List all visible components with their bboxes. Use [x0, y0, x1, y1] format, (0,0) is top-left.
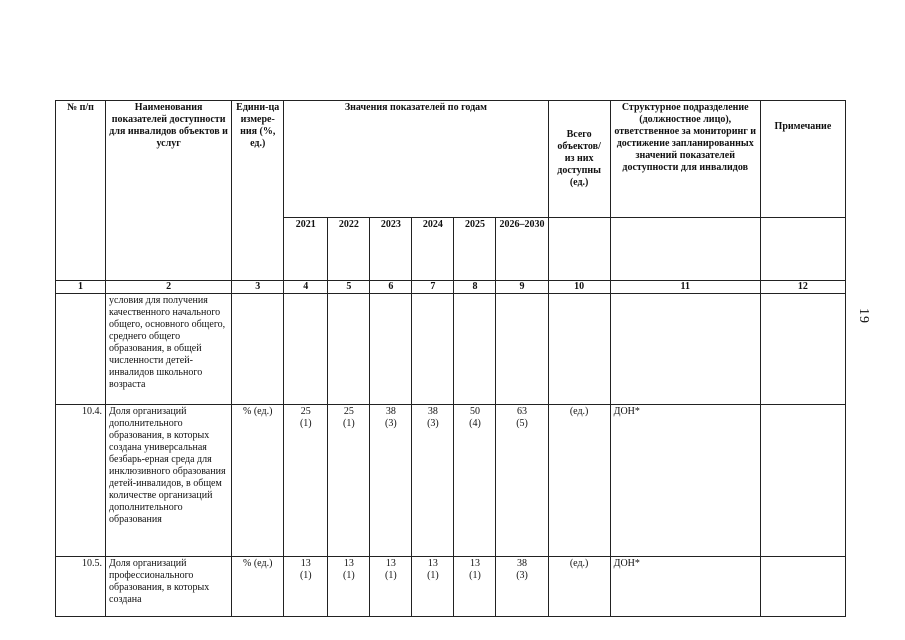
row-value [328, 294, 370, 405]
column-number: 6 [370, 281, 412, 294]
column-number-row [56, 281, 846, 294]
row-value: 13 (1) [328, 557, 370, 617]
row-value [370, 294, 412, 405]
row-total [548, 294, 610, 405]
row-value: 13 (1) [454, 557, 496, 617]
row-note [760, 557, 845, 617]
header-responsible-sub [610, 218, 760, 281]
row-value: 25 (1) [284, 405, 328, 557]
header-year: 2022 [328, 218, 370, 281]
column-number: 10 [548, 281, 610, 294]
row-number: 10.4. [56, 405, 106, 557]
table-row [56, 405, 846, 557]
row-indicator-name: Доля организаций дополнительного образования, в которых создана универсальная безбарь-ерная среда для инклюзивного образования детей-инвалидов, в общем количестве организаций дополнительного образования [106, 405, 232, 557]
row-total: (ед.) [548, 557, 610, 617]
row-value: 38 (3) [496, 557, 548, 617]
header-year: 2021 [284, 218, 328, 281]
header-responsible: Структурное подразделение (должностное лицо), ответственное за мониторинг и достижение запланированных значений показателей доступности для инвалидов [610, 101, 760, 218]
row-number [56, 294, 106, 405]
row-unit [232, 294, 284, 405]
row-value: 50 (4) [454, 405, 496, 557]
column-number: 1 [56, 281, 106, 294]
table-row [56, 557, 846, 617]
header-total-objects-sub [548, 218, 610, 281]
header-values-by-year: Значения показателей по годам [284, 101, 548, 218]
row-value [496, 294, 548, 405]
row-total: (ед.) [548, 405, 610, 557]
row-responsible: ДОН* [610, 557, 760, 617]
header-no: № п/п [56, 101, 106, 281]
page-number: 19 [856, 308, 871, 324]
row-value: 63 (5) [496, 405, 548, 557]
row-indicator-name: Доля организаций профессионального образования, в которых создана [106, 557, 232, 617]
header-total-objects: Всего объектов/ из них доступны (ед.) [548, 101, 610, 218]
row-value [412, 294, 454, 405]
row-number: 10.5. [56, 557, 106, 617]
header-indicator-name: Наименования показателей доступности для инвалидов объектов и услуг [106, 101, 232, 281]
column-number: 12 [760, 281, 845, 294]
column-number: 4 [284, 281, 328, 294]
header-year: 2024 [412, 218, 454, 281]
header-unit: Едини-ца измере-ния (%, ед.) [232, 101, 284, 281]
row-value: 25 (1) [328, 405, 370, 557]
row-responsible: ДОН* [610, 405, 760, 557]
column-number: 3 [232, 281, 284, 294]
row-value: 38 (3) [370, 405, 412, 557]
column-number: 5 [328, 281, 370, 294]
indicators-table [55, 100, 846, 617]
row-indicator-name: условия для получения качественного начального общего, основного общего, среднего общего образования, в общей численности детей-инвалидов школьного возраста [106, 294, 232, 405]
header-year: 2025 [454, 218, 496, 281]
row-value: 38 (3) [412, 405, 454, 557]
row-note [760, 294, 845, 405]
column-number: 8 [454, 281, 496, 294]
table-row [56, 294, 846, 405]
header-note: Примечание [760, 101, 845, 218]
row-value: 13 (1) [412, 557, 454, 617]
row-note [760, 405, 845, 557]
row-value [454, 294, 496, 405]
column-number: 11 [610, 281, 760, 294]
row-value: 13 (1) [370, 557, 412, 617]
header-year: 2023 [370, 218, 412, 281]
row-unit: % (ед.) [232, 557, 284, 617]
row-unit: % (ед.) [232, 405, 284, 557]
row-responsible [610, 294, 760, 405]
column-number: 7 [412, 281, 454, 294]
row-value: 13 (1) [284, 557, 328, 617]
column-number: 9 [496, 281, 548, 294]
column-number: 2 [106, 281, 232, 294]
header-note-sub [760, 218, 845, 281]
header-year: 2026–2030 [496, 218, 548, 281]
row-value [284, 294, 328, 405]
